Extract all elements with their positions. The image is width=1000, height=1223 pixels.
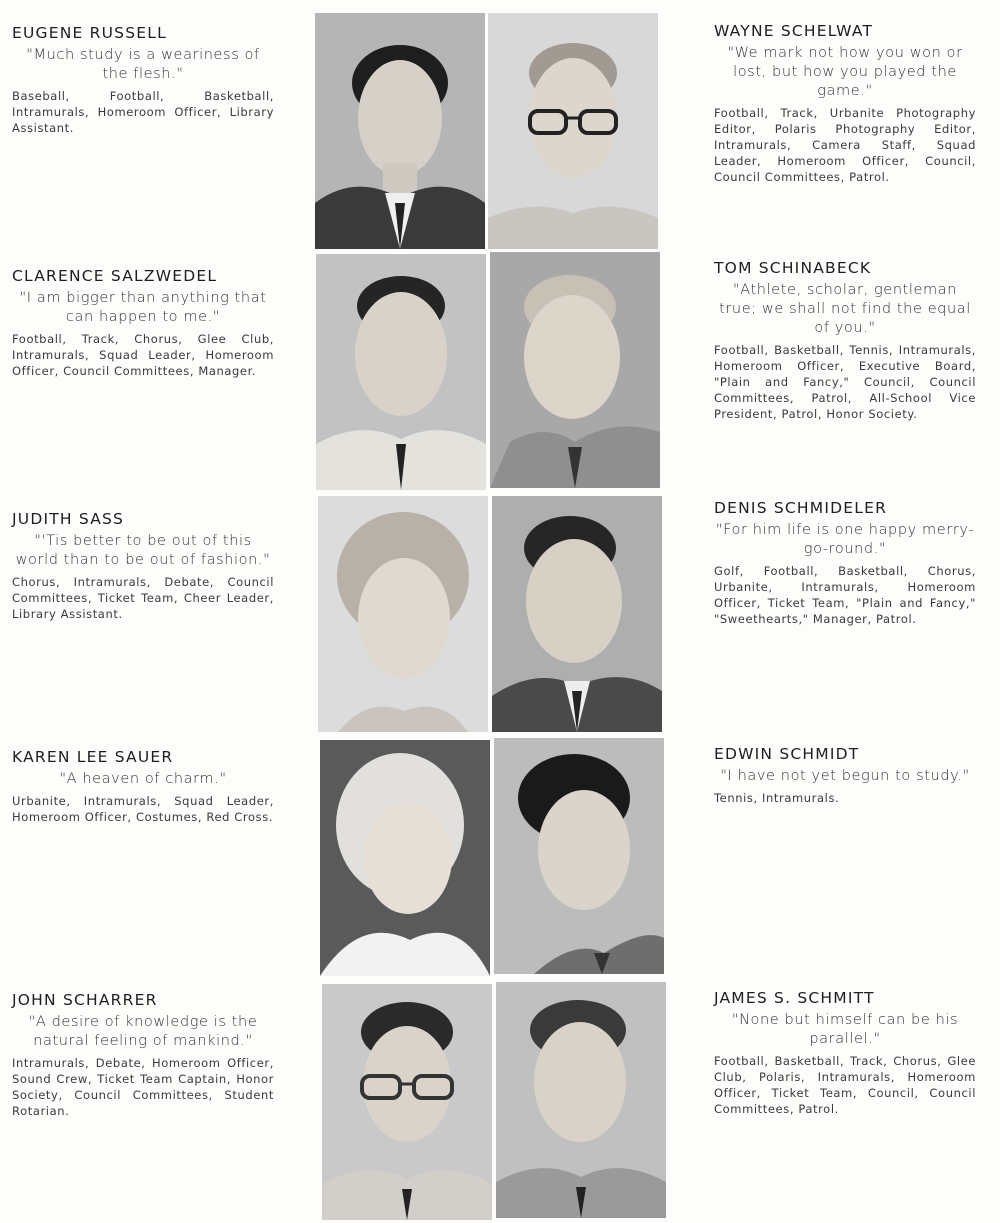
senior-entry-schmitt bbox=[714, 989, 976, 1117]
senior-entry-salzwedel bbox=[12, 267, 274, 379]
student-quote: "'Tis better to be out of this world than to be out of fashion." bbox=[15, 533, 271, 568]
student-quote: "A heaven of charm." bbox=[59, 771, 227, 787]
portrait-photo-schmitt bbox=[496, 982, 666, 1218]
portrait-photo-schinabeck bbox=[490, 252, 660, 488]
student-name: JAMES S. SCHMITT bbox=[714, 989, 875, 1007]
student-activities: Intramurals, Debate, Homeroom Officer, Sound Crew, Ticket Team Captain, Honor Society, Council Committees, Student Rotarian. bbox=[12, 1056, 274, 1118]
portrait-photo-salzwedel bbox=[316, 254, 486, 490]
student-name: JOHN SCHARRER bbox=[12, 991, 158, 1009]
student-activities: Football, Track, Urbanite Photography Editor, Polaris Photography Editor, Intramurals, Camera Staff, Squad Leader, Homeroom Officer, Council, Council Committees, Patrol. bbox=[714, 106, 976, 184]
student-activities: Tennis, Intramurals. bbox=[714, 791, 840, 805]
student-activities: Baseball, Football, Basketball, Intramurals, Homeroom Officer, Library Assistant. bbox=[12, 89, 274, 135]
portrait-photo-schmideler bbox=[492, 496, 662, 732]
senior-entry-scharrer bbox=[12, 991, 274, 1119]
senior-entry-schelwat bbox=[714, 22, 976, 185]
student-quote: "Much study is a weariness of the flesh." bbox=[26, 47, 260, 82]
student-name: KAREN LEE SAUER bbox=[12, 748, 174, 766]
portrait-photo-sauer bbox=[320, 740, 490, 976]
student-activities: Football, Basketball, Tennis, Intramurals, Homeroom Officer, Executive Board, "Plain and Fancy," Council, Council Committees, Patrol, All-School Vice President, Patrol, Honor Society. bbox=[714, 343, 976, 421]
student-name: TOM SCHINABECK bbox=[714, 259, 872, 277]
portrait-photo-schelwat bbox=[488, 13, 658, 249]
senior-entry-sauer bbox=[12, 748, 274, 825]
portrait-photo-sass bbox=[318, 496, 488, 732]
senior-entry-schmidt bbox=[714, 745, 976, 806]
student-activities: Football, Basketball, Track, Chorus, Glee Club, Polaris, Intramurals, Homeroom Officer, Ticket Team, Council, Council Committees, Patrol. bbox=[714, 1054, 976, 1116]
student-quote: "A desire of knowledge is the natural feeling of mankind." bbox=[28, 1014, 258, 1049]
student-name: CLARENCE SALZWEDEL bbox=[12, 267, 218, 285]
student-quote: "I have not yet begun to study." bbox=[720, 768, 970, 784]
student-quote: "Athlete, scholar, gentleman true; we shall not find the equal of you." bbox=[719, 282, 971, 336]
student-name: EUGENE RUSSELL bbox=[12, 24, 167, 42]
senior-entry-schinabeck bbox=[714, 259, 976, 422]
student-quote: "None but himself can be his parallel." bbox=[731, 1012, 959, 1047]
student-quote: "We mark not how you won or lost, but how you played the game." bbox=[727, 45, 963, 99]
student-name: JUDITH SASS bbox=[12, 510, 125, 528]
student-quote: "I am bigger than anything that can happen to me." bbox=[19, 290, 267, 325]
portrait-photo-schmidt bbox=[494, 738, 664, 974]
student-activities: Urbanite, Intramurals, Squad Leader, Homeroom Officer, Costumes, Red Cross. bbox=[12, 794, 274, 824]
portrait-photo-scharrer bbox=[322, 984, 492, 1220]
senior-entry-schmideler bbox=[714, 499, 976, 627]
portrait-photo-russell bbox=[315, 13, 485, 249]
student-activities: Chorus, Intramurals, Debate, Council Committees, Ticket Team, Cheer Leader, Library Assistant. bbox=[12, 575, 274, 621]
senior-entry-russell bbox=[12, 24, 274, 136]
student-quote: "For him life is one happy merry-go-round." bbox=[715, 522, 975, 557]
student-name: DENIS SCHMIDELER bbox=[714, 499, 888, 517]
student-activities: Golf, Football, Basketball, Chorus, Urbanite, Intramurals, Homeroom Officer, Ticket Team, "Plain and Fancy," "Sweethearts," Manager, Patrol. bbox=[714, 564, 976, 626]
senior-entry-sass bbox=[12, 510, 274, 622]
student-name: WAYNE SCHELWAT bbox=[714, 22, 874, 40]
student-activities: Football, Track, Chorus, Glee Club, Intramurals, Squad Leader, Homeroom Officer, Council Committees, Manager. bbox=[12, 332, 274, 378]
student-name: EDWIN SCHMIDT bbox=[714, 745, 860, 763]
